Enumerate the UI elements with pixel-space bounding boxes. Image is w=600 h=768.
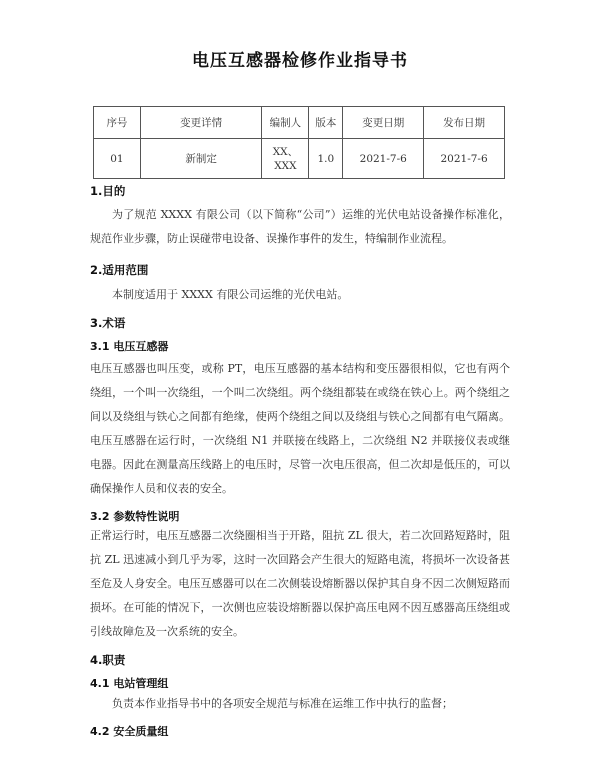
- subsection-heading-params: 3.2 参数特性说明: [90, 510, 180, 523]
- subsection-text-pt: 电压互感器也叫压变，或称 PT，电压互感器的基本结构和变压器很相似，它也有两个绕组，一个叫一次绕组，一个叫二次绕组。两个绕组都装在或绕在铁心上。两个绕组之间以及绕组与铁心之间都有绝缘，使两个绕组之间以及绕组与铁心之间都有电气隔离。电压互感器在运行时，一次绕组 N1 并联接在线路上，二次绕组 N2 并联接仪表或继电器。因此在测量高压线路上的电压时，尽管一次电压很高，但二次却是低压的，可以确保操作人员和仪表的安全。: [90, 362, 510, 495]
- table-row: [94, 139, 505, 179]
- section-heading-scope: 2.适用范围: [90, 263, 149, 277]
- cell-author-line1: XX、: [272, 145, 299, 158]
- section-heading-terms: 3.术语: [90, 316, 126, 330]
- subsection-text-params: 正常运行时，电压互感器二次绕圈相当于开路，阻抗 ZL 很大，若二次回路短路时，阻抗 ZL 迅速减小到几乎为零，这时一次回路会产生很大的短路电流，将损坏一次设备甚至危及人身安全。电压互感器可以在二次侧装设熔断器以保护其自身不因二次侧短路而损坏。在可能的情况下，一次侧也应装设熔断器以保护高压电网不因互感器高压绕组或引线故障危及一次系统的安全。: [90, 529, 510, 638]
- revision-table: [93, 106, 505, 179]
- section-text-purpose: 为了规范 XXXX 有限公司（以下简称“公司”）运维的光伏电站设备操作标准化，规范作业步骤，防止误碰带电设备、误操作事件的发生，特编制作业流程。: [90, 208, 510, 245]
- cell-change-date: 2021-7-6: [343, 139, 424, 179]
- revision-table-header: [94, 107, 505, 139]
- subsection-heading-station-mgmt: 4.1 电站管理组: [90, 677, 169, 690]
- header-cell-author: 编制人: [262, 107, 309, 139]
- cell-detail: 新制定: [140, 139, 262, 179]
- document-title: 电压互感器检修作业指导书: [192, 51, 408, 71]
- header-cell-detail: 变更详情: [140, 107, 262, 139]
- cell-author: [262, 139, 309, 179]
- section-heading-purpose: 1.目的: [90, 184, 126, 198]
- subsection-heading-safety-quality: 4.2 安全质量组: [90, 725, 169, 738]
- header-cell-publish-date: 发布日期: [424, 107, 505, 139]
- cell-author-line2: XXX: [274, 159, 297, 172]
- cell-version: 1.0: [309, 139, 343, 179]
- header-cell-no: 序号: [94, 107, 141, 139]
- cell-no: 01: [94, 139, 141, 179]
- section-heading-duties: 4.职责: [90, 653, 126, 667]
- header-cell-change-date: 变更日期: [343, 107, 424, 139]
- subsection-heading-pt: 3.1 电压互感器: [90, 340, 169, 353]
- cell-publish-date: 2021-7-6: [424, 139, 505, 179]
- header-cell-version: 版本: [309, 107, 343, 139]
- section-text-scope: 本制度适用于 XXXX 有限公司运维的光伏电站。: [112, 288, 349, 301]
- subsection-text-station-mgmt: 负责本作业指导书中的各项安全规范与标准在运维工作中执行的监督；: [112, 697, 453, 710]
